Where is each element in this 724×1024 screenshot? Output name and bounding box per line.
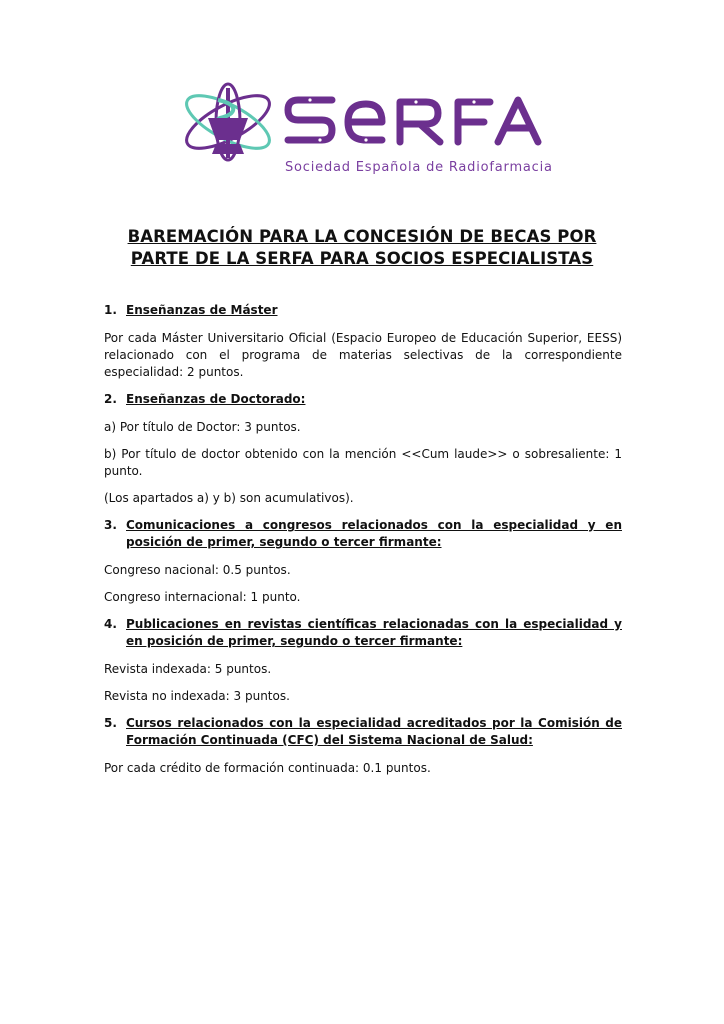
paragraph: b) Por título de doctor obtenido con la mención <<Cum laude>> o sobresaliente: 1 punto. [104, 447, 622, 478]
section-heading [104, 715, 622, 749]
paragraph: a) Por título de Doctor: 3 puntos. [104, 420, 301, 434]
section-title: Publicaciones en revistas científicas relacionadas con la especialidad y en posición de primer, segundo o tercer firmante: [126, 617, 622, 648]
section-master [104, 302, 622, 381]
paragraph: Congreso internacional: 1 punto. [104, 590, 301, 604]
section-number: 4. [104, 617, 117, 631]
section-doctorado [104, 391, 622, 507]
title-line-1: BAREMACIÓN PARA LA CONCESIÓN DE BECAS POR [127, 227, 597, 246]
title-line-2: PARTE DE LA SERFA PARA SOCIOS ESPECIALISTAS [130, 249, 594, 268]
paragraph: Por cada crédito de formación continuada: 0.1 puntos. [104, 761, 431, 775]
document-body [104, 302, 622, 787]
section-heading [104, 517, 622, 551]
section-number: 1. [104, 303, 117, 317]
section-title: Enseñanzas de Máster [126, 303, 278, 317]
section-title: Enseñanzas de Doctorado: [126, 392, 306, 406]
section-heading [104, 391, 622, 408]
paragraph: (Los apartados a) y b) son acumulativos). [104, 491, 354, 505]
section-heading [104, 302, 622, 319]
paragraph: Revista no indexada: 3 puntos. [104, 689, 290, 703]
section-number: 5. [104, 716, 117, 730]
serfa-emblem-icon [180, 82, 550, 162]
document-title [100, 226, 624, 270]
section-heading [104, 616, 622, 650]
logo-subtitle: Sociedad Española de Radiofarmacia [285, 160, 553, 175]
section-comunicaciones [104, 517, 622, 606]
section-number: 2. [104, 392, 117, 406]
section-publicaciones [104, 616, 622, 705]
paragraph: Por cada Máster Universitario Oficial (Espacio Europeo de Educación Superior, EESS) relacionado con el programa de materias selectivas de la correspondiente especialidad: 2 puntos. [104, 331, 622, 379]
paragraph: Revista indexada: 5 puntos. [104, 662, 272, 676]
serfa-logo [180, 82, 553, 187]
section-cursos [104, 715, 622, 777]
section-title: Comunicaciones a congresos relacionados con la especialidad y en posición de primer, segundo o tercer firmante: [126, 518, 622, 549]
section-title: Cursos relacionados con la especialidad acreditados por la Comisión de Formación Continuada (CFC) del Sistema Nacional de Salud: [126, 716, 622, 747]
paragraph: Congreso nacional: 0.5 puntos. [104, 563, 291, 577]
section-number: 3. [104, 518, 117, 532]
